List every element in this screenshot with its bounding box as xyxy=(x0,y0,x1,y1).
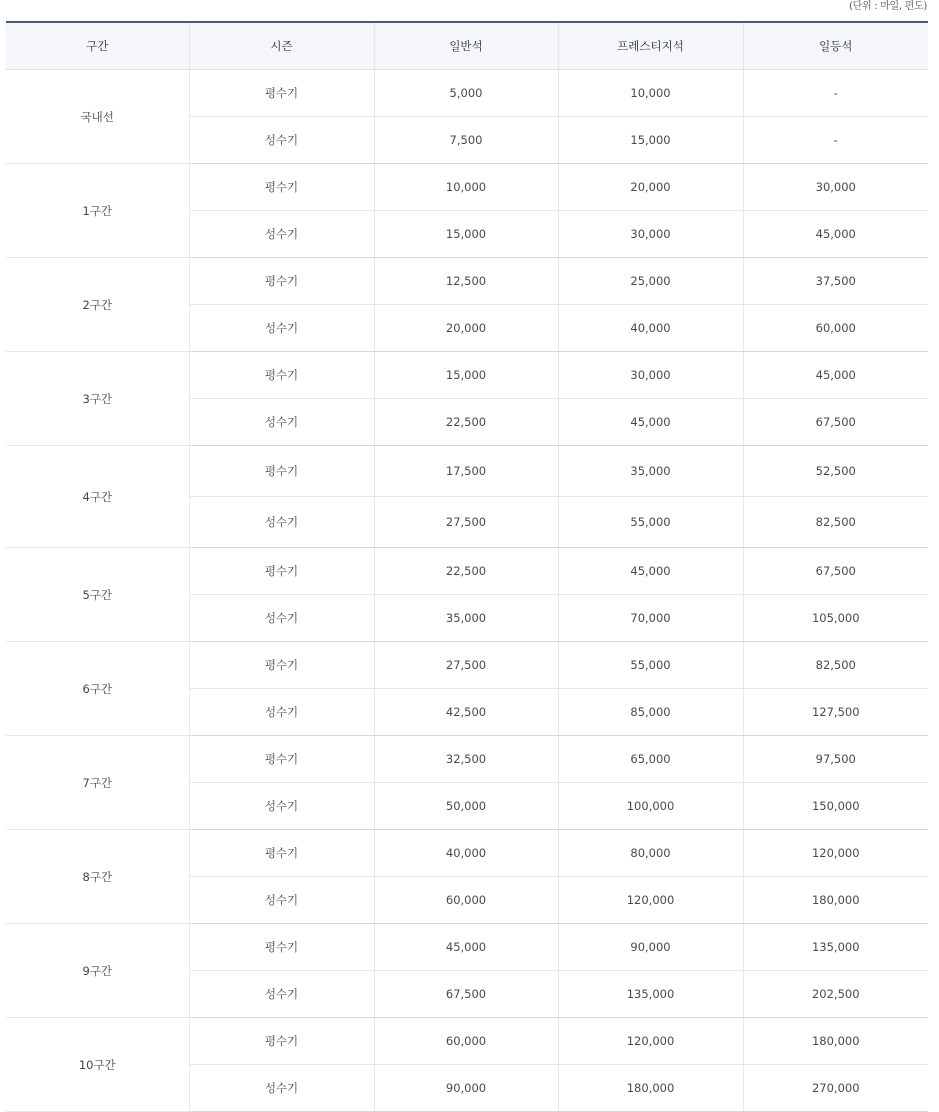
prestige-cell: 120,000 xyxy=(558,877,743,924)
economy-cell: 35,000 xyxy=(374,595,558,642)
first-class-cell: 45,000 xyxy=(743,352,928,399)
season-cell: 평수기 xyxy=(189,352,374,399)
header-economy: 일반석 xyxy=(374,22,558,70)
season-cell: 성수기 xyxy=(189,399,374,446)
prestige-cell: 15,000 xyxy=(558,117,743,164)
prestige-cell: 45,000 xyxy=(558,399,743,446)
first-class-cell: 105,000 xyxy=(743,595,928,642)
prestige-cell: 100,000 xyxy=(558,783,743,830)
table-body xyxy=(6,70,928,1112)
first-class-cell: - xyxy=(743,70,928,117)
economy-cell: 20,000 xyxy=(374,305,558,352)
first-class-cell: 67,500 xyxy=(743,399,928,446)
prestige-cell: 20,000 xyxy=(558,164,743,211)
season-cell: 평수기 xyxy=(189,830,374,877)
economy-cell: 27,500 xyxy=(374,642,558,689)
table-header xyxy=(6,22,928,70)
header-season: 시즌 xyxy=(189,22,374,70)
season-cell: 성수기 xyxy=(189,783,374,830)
prestige-cell: 90,000 xyxy=(558,924,743,971)
first-class-cell: 37,500 xyxy=(743,258,928,305)
first-class-cell: 60,000 xyxy=(743,305,928,352)
zone-cell: 1구간 xyxy=(6,164,189,258)
prestige-cell: 45,000 xyxy=(558,548,743,595)
season-cell: 평수기 xyxy=(189,446,374,497)
prestige-cell: 30,000 xyxy=(558,211,743,258)
table-row xyxy=(6,642,928,689)
header-prestige: 프레스티지석 xyxy=(558,22,743,70)
zone-cell: 5구간 xyxy=(6,548,189,642)
season-cell: 성수기 xyxy=(189,211,374,258)
economy-cell: 32,500 xyxy=(374,736,558,783)
season-cell: 성수기 xyxy=(189,971,374,1018)
first-class-cell: 30,000 xyxy=(743,164,928,211)
table-row xyxy=(6,352,928,399)
prestige-cell: 70,000 xyxy=(558,595,743,642)
economy-cell: 22,500 xyxy=(374,399,558,446)
economy-cell: 60,000 xyxy=(374,877,558,924)
first-class-cell: 82,500 xyxy=(743,497,928,548)
header-row xyxy=(6,22,928,70)
prestige-cell: 10,000 xyxy=(558,70,743,117)
mileage-award-table xyxy=(6,21,928,1112)
season-cell: 성수기 xyxy=(189,595,374,642)
first-class-cell: 150,000 xyxy=(743,783,928,830)
table-row xyxy=(6,1018,928,1065)
economy-cell: 67,500 xyxy=(374,971,558,1018)
zone-cell: 9구간 xyxy=(6,924,189,1018)
season-cell: 평수기 xyxy=(189,164,374,211)
prestige-cell: 80,000 xyxy=(558,830,743,877)
header-zone: 구간 xyxy=(6,22,189,70)
first-class-cell: 202,500 xyxy=(743,971,928,1018)
economy-cell: 22,500 xyxy=(374,548,558,595)
economy-cell: 42,500 xyxy=(374,689,558,736)
table-row xyxy=(6,830,928,877)
economy-cell: 15,000 xyxy=(374,211,558,258)
prestige-cell: 35,000 xyxy=(558,446,743,497)
zone-cell: 7구간 xyxy=(6,736,189,830)
prestige-cell: 30,000 xyxy=(558,352,743,399)
zone-cell: 8구간 xyxy=(6,830,189,924)
zone-cell: 2구간 xyxy=(6,258,189,352)
table-row xyxy=(6,70,928,117)
table-row xyxy=(6,164,928,211)
table-row xyxy=(6,736,928,783)
header-first: 일등석 xyxy=(743,22,928,70)
first-class-cell: 270,000 xyxy=(743,1065,928,1112)
economy-cell: 7,500 xyxy=(374,117,558,164)
season-cell: 성수기 xyxy=(189,305,374,352)
first-class-cell: 82,500 xyxy=(743,642,928,689)
first-class-cell: 45,000 xyxy=(743,211,928,258)
prestige-cell: 40,000 xyxy=(558,305,743,352)
season-cell: 성수기 xyxy=(189,117,374,164)
economy-cell: 5,000 xyxy=(374,70,558,117)
season-cell: 평수기 xyxy=(189,70,374,117)
table-row xyxy=(6,258,928,305)
economy-cell: 60,000 xyxy=(374,1018,558,1065)
first-class-cell: 120,000 xyxy=(743,830,928,877)
prestige-cell: 55,000 xyxy=(558,497,743,548)
table-row xyxy=(6,548,928,595)
first-class-cell: 97,500 xyxy=(743,736,928,783)
economy-cell: 50,000 xyxy=(374,783,558,830)
table-row xyxy=(6,924,928,971)
economy-cell: 27,500 xyxy=(374,497,558,548)
first-class-cell: 180,000 xyxy=(743,877,928,924)
economy-cell: 45,000 xyxy=(374,924,558,971)
season-cell: 성수기 xyxy=(189,1065,374,1112)
zone-cell: 4구간 xyxy=(6,446,189,548)
economy-cell: 40,000 xyxy=(374,830,558,877)
first-class-cell: 127,500 xyxy=(743,689,928,736)
economy-cell: 10,000 xyxy=(374,164,558,211)
prestige-cell: 65,000 xyxy=(558,736,743,783)
zone-cell: 6구간 xyxy=(6,642,189,736)
prestige-cell: 85,000 xyxy=(558,689,743,736)
prestige-cell: 180,000 xyxy=(558,1065,743,1112)
season-cell: 평수기 xyxy=(189,642,374,689)
season-cell: 성수기 xyxy=(189,497,374,548)
economy-cell: 15,000 xyxy=(374,352,558,399)
unit-note: (단위 : 마일, 편도) xyxy=(849,1,927,12)
season-cell: 평수기 xyxy=(189,1018,374,1065)
economy-cell: 90,000 xyxy=(374,1065,558,1112)
season-cell: 평수기 xyxy=(189,548,374,595)
table-row xyxy=(6,446,928,497)
zone-cell: 3구간 xyxy=(6,352,189,446)
first-class-cell: - xyxy=(743,117,928,164)
prestige-cell: 135,000 xyxy=(558,971,743,1018)
first-class-cell: 52,500 xyxy=(743,446,928,497)
economy-cell: 17,500 xyxy=(374,446,558,497)
season-cell: 성수기 xyxy=(189,689,374,736)
prestige-cell: 25,000 xyxy=(558,258,743,305)
season-cell: 평수기 xyxy=(189,924,374,971)
zone-cell: 10구간 xyxy=(6,1018,189,1112)
zone-cell: 국내선 xyxy=(6,70,189,164)
first-class-cell: 135,000 xyxy=(743,924,928,971)
season-cell: 평수기 xyxy=(189,258,374,305)
season-cell: 성수기 xyxy=(189,877,374,924)
season-cell: 평수기 xyxy=(189,736,374,783)
first-class-cell: 67,500 xyxy=(743,548,928,595)
prestige-cell: 55,000 xyxy=(558,642,743,689)
economy-cell: 12,500 xyxy=(374,258,558,305)
prestige-cell: 120,000 xyxy=(558,1018,743,1065)
first-class-cell: 180,000 xyxy=(743,1018,928,1065)
